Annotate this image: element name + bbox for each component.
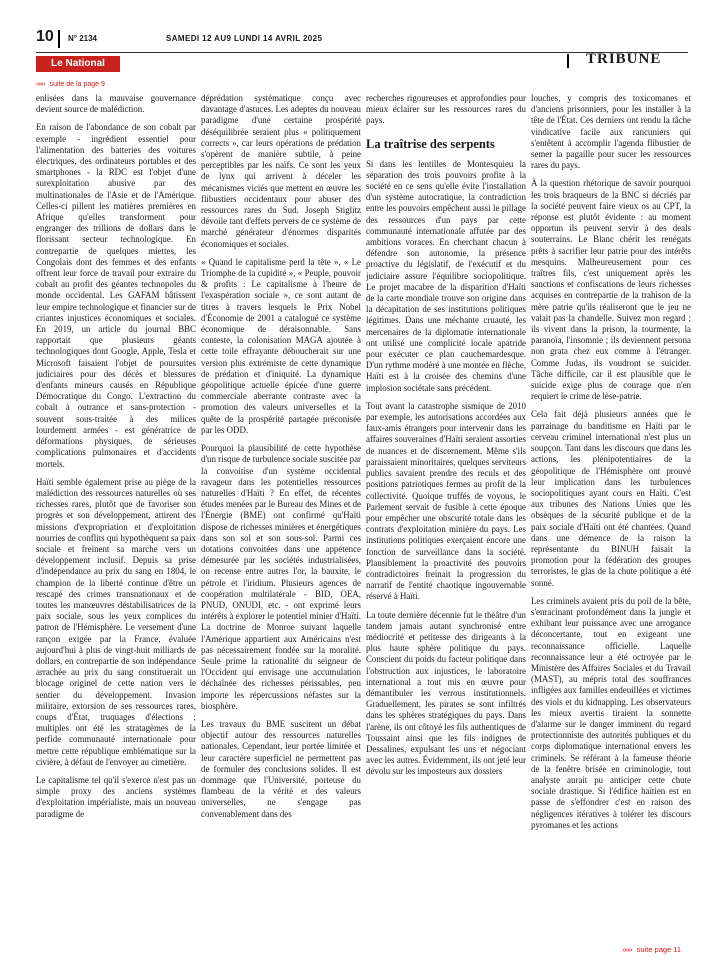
- paragraph: déprédation systématique conçu avec davantage d'astuces. Les adeptes du nouveau paradigme d'une certaine prospérité déséquilibrée seraient plus « politiquement corrects », car leurs opérations de prédation s'opèrent de manière subtile, à peine perceptibles par les naïfs. Ce sont les yeux de lynx qui arrivent à déceler les mécanismes viciés que mettent en œuvre les flibustiers occidentaux pour abuser des ressources rares du Sud. Joseph Stiglitz dévoile tant d'effets pervers de ce système de marché générateur d'énormes disparités économiques et sociales.: [201, 93, 361, 249]
- article-column-4: [531, 93, 691, 943]
- paragraph: Cela fait déjà plusieurs années que le parrainage du banditisme en Haïti par le cerveau criminel international n'est plus un soupçon. Tant dans les discours que dans les actions, les plénipotentiaires de la géopolitique de l'Hémisphère ont prouvé leur implication dans les turbulences sociopolitiques ayant cours en Haïti. C'est aux tribunes des Nations Unies que les obsèques de la sécurité publique et de la paix sociale d'Haïti ont été chantées. Quand dans une démence de la raison la représentante du BINUH faisait la promotion pour la fédération des groupes terroristes, le glas de la chute politique a été sonné.: [531, 409, 691, 588]
- paragraph: En raison de l'abondance de son cobalt par exemple - ingrédient essentiel pour l'alimentation des batteries des voitures électriques, des ordinateurs portables et des smartphones - la RDC est l'objet d'une surexploitation abusive par des multinationales de l'Asie et de l'Amérique. Celles-ci pillent les matières premières en Afrique qu'elles transforment pour engranger des trillions de dollars dans le florissant secteur technologique. En contrepartie de quelques miettes, les Congolais dont des femmes et des enfants offrent leur force de travail pour extraire du cobalt au profit des géantes technopoles du monde occidental. Les GAFAM bâtissent leur empire technologique et financier sur de criantes injustices économiques et sociales. En 2019, un article du journal BBC rapportait que plusieurs géants technologiques dont Google, Apple, Tesla et Microsoft faisaient l'objet de poursuites judiciaires pour des décès et blessures d'enfants mineurs causés en République Démocratique du Congo. L'extraction du cobalt à outrance et sans-protection - souvent sous-traitée à des milices lourdement armées - est génératrice de déformations physiques, de sérieuses complications pulmonaires et d'accidents mortels.: [36, 122, 196, 469]
- page-number: 10: [36, 28, 54, 45]
- masthead-divider: [58, 30, 60, 48]
- subheading: La traîtrise des serpents: [366, 136, 495, 151]
- article-column-1: [36, 93, 196, 943]
- paragraph: « Quand le capitalisme perd la tête », « Le Triomphe de la cupidité », « Peuple, pouvoir & profits : Le capitalisme à l'heure de l'exaspération sociale », ce sont autant de titres à travers lesquels le Prix Nobel d'Économie de 2001 a catalogué ce système économique de déraisonnable. Sans conteste, la colonisation MAGA ajoutée à cette toile effrayante déboucherait sur une version plus extrémiste de cette dynamique de prédation et d'iniquité. La dynamique géopolitique actuelle épicée d'une guerre commerciale aberrante contraste avec la promotion des valeurs universelles et la quête de la prospérité partagée préconisée par les ODD.: [201, 256, 361, 435]
- continued-on-text: suite page 11: [636, 945, 682, 954]
- paragraph: Tout avant la catastrophe sismique de 2010 par exemple, les autorisations accordées aux faux-amis étrangers pour intervenir dans les affaires souveraines d'Haïti seraient assorties de nuances et de discernement. Même s'ils paraissaient minoritaires, quelques serviteurs publics savaient prendre des reculs et des positions patriotiques fermes au profit de la collectivité. Quoique truffés de voyous, le Parlement servait de fusible à cette époque pour empêcher une obscurité totale dans les contrats d'exploitation minière du pays. Les institutions politiques exerçaient encore une fonction de surveillance dans la société. Plausiblement la proactivité des pouvoirs contradictoires freinait la progression du narratif de l'entité chaotique ingouvernable réservé à Haïti.: [366, 400, 526, 602]
- paragraph: Le capitalisme tel qu'il s'exerce n'est pas un simple proxy des anciens systèmes d'exploitation impérialiste, mais un nouveau paradigme de: [36, 774, 196, 819]
- continued-from-arrows-icon: »»»: [36, 81, 45, 88]
- paragraph: À la question rhétorique de savoir pourquoi les trois braqueurs de la BNC si décriés par la société peuvent faire vieux os au CPT, la réponse est plutôt évidente : au moment opportun ils peuvent servir à des deals souterrains. Le Blanc chérit les renégats prêts à sacrifier leur patrie pour des intérêts mesquins. Malheureusement pour ces traîtres fils, c'est uniquement après les sanctions et confiscations de leurs richesses acquises en contrepartie de la trahison de la mère patrie qu'ils réaliseront que le jeu ne valait pas la chandelle. Suivez mon regard ; ils vivent dans la prison, la tourmente, la paranoïa, l'insomnie ; ils deviennent persona non grata chez eux comme à l'étranger. Comme Judas, ils voudront se suicider. Tâche difficile, car il est plausible que le suicide exige plus de courage que n'en requiert le crime de lèse-patrie.: [531, 178, 691, 402]
- continued-on: [622, 945, 681, 954]
- masthead: [36, 30, 686, 52]
- dateline: SAMEDI 12 AU9 LUNDI 14 AVRIL 2025: [166, 34, 323, 43]
- article-column-2: [201, 93, 361, 943]
- paragraph: Les travaux du BME suscitent un débat objectif autour des ressources naturelles nationales. Cependant, leur portée limitée et leur caractère superficiel ne permettent pas de formuler des conclusions solides. Il est dommage que l'Université, porteuse du flambeau de la vérité et des valeurs universelles, ne s'engage pas convenablement dans des: [201, 718, 361, 819]
- paragraph: Haïti semble également prise au piège de la malédiction des ressources naturelles où ses richesses rares, plutôt que de favoriser son progrès et son développement, attirent des missions d'expropriation et d'exploitation nourries de conflits qui hypothèquent sa paix sociale et freinent sa marche vers un développement inclusif. Depuis sa prise d'indépendance au prix du sang en 1804, le champion de la liberté continue d'être un rescapé des crimes transnationaux et de toutes les manœuvres déstabilisatrices de la paix sociale, sous les yeux complices du patron de l'Hémisphère. Le versement d'une rançon exigée par la France, évaluée aujourd'hui à plus de vingt-huit milliards de dollars, en contrepartie de son indépendance arrachée au prix du sang constituerait un blocage originel de cette nation vers le sentier du développement. Invasion militaire, extorsion de ses ressources rares, coups d'État, truquages d'élections ; multiples ont été les stratagèmes de la perfide communauté internationale pour mettre cette république emblématique sur la civière, à défaut de l'envoyer au cimetière.: [36, 476, 196, 767]
- paragraph: recherches rigoureuses et approfondies pour mieux éclairer sur les ressources rares du pays.: [366, 93, 526, 126]
- paragraph: enlisées dans la mauvaise gouvernance devient source de malédiction.: [36, 93, 196, 115]
- continued-from: [36, 81, 105, 88]
- section-label: Le National: [36, 56, 120, 72]
- issue-number: N° 2134: [68, 34, 97, 43]
- continued-on-arrows-icon: »»»: [622, 945, 632, 954]
- paragraph: La toute dernière décennie fut le théâtre d'un tandem jamais autant synchronisé entre médiocrité et petitesse des dirigeants à la plus haute sphère politique du pays. Conscient du poids du facteur politique dans l'obstruction aux injustices, le laboratoire international a tout mis en œuvre pour démantibuler les verrous institutionnels. Graduellement, les pirates se sont infiltrés dans les sphères stratégiques du pays. Dans l'arène, ils ont côtoyé les fils authentiques de Toussaint ainsi que les fils indignes de Dessalines, expulsant les uns et négociant avec les autres. Évidemment, ils ont jeté leur dévolu sur les imposteurs aux dossiers: [366, 609, 526, 777]
- article-column-3: [366, 93, 526, 943]
- paragraph: Pourquoi la plausibilité de cette hypothèse d'un risque de turbulence sociale suscitée par la convoitise d'un système occidental ravageur dans les potentielles ressources naturelles d'Haïti ? En effet, de récentes études menées par le Bureau des Mines et de l'Énergie (BME) ont confirmé qu'Haïti dispose de richesses minières et énergétiques dans son sol et son sous-sol. Parmi ces dotations convoitées dans une appétence démesurée par les sociétés industrialisées, on recense entre autres l'or, la bauxite, le pétrole et l'iridium. Plusieurs agences de coopération multilatérale - BID, OEA, PNUD, ONUDI, etc. - ont exprimé leurs intérêts à explorer le potentiel minier d'Haïti. La doctrine de Monroe suivant laquelle l'Amérique appartient aux Américains n'est pas nécessairement fondée sur la moralité. Seule prime la rationalité du seigneur de l'Occident qui envisage une accumulation déchaînée des richesses périssables, peu importe les répercussions néfastes sur la biosphère.: [201, 443, 361, 711]
- paragraph: Les criminels avaient pris du poil de la bête, s'enracinant profondément dans la jungle et exhibant leur puissance avec une arrogance déconcertante, tout en exigeant une reconnaissance officielle. Laquelle reconnaissance leur a été octroyée par le Ministère des Affaires Sociales et du Travail (MAST), au mépris total des souffrances infligées aux familles endeuillées et victimes des viols et du kidnapping. Les observateurs les mieux avertis tiraient la sonnette d'alarme sur le danger imminent du regard protectionniste des autorités publiques et du corps diplomatique international envers les criminels. Se référant à la fameuse théorie de la fenêtre brisée en criminologie, tout analyste aurait pu anticiper cette chute sociale drastique. Si l'édifice haïtien est en passe de s'effondrer c'est en raison des négligences itératives à tolérer les discours pyromanes et les actions: [531, 595, 691, 830]
- tribune-label: TRIBUNE: [586, 51, 662, 67]
- paragraph: Si dans les lentilles de Montesquieu la séparation des trois pouvoirs profite à la société en ce sens qu'elle évite l'installation d'un système autocratique, la contradiction entre les pouvoirs empêchent aussi le pillage des ressources d'un pays par cette communauté internationale affutée par des ambitions voraces. En cherchant chacun à défendre son autonomie, la présence proactive du législatif, de l'exécutif et du judiciaire assure l'équilibre sociopolitique. Le projet macabre de la disparition d'Haïti de la carte mondiale trouve son origine dans la décapitation de ses institutions politiques légitimes. Dans une méchante cruauté, les mercenaires de la diplomatie internationale ont utilisé une complicité locale apatride pour exécuter ce plan cauchemardesque. D'un rythme modéré à une montée en flèche, Haïti est à la croisée des chemins d'une implosion sociétale sans précédent.: [366, 158, 526, 393]
- paragraph: louches, y compris des toxicomanes et d'anciens prisonniers, pour les installer à la tête de l'État. Ces derniers ont rendu la tâche vindicative facile aux rancuniers qui s'entêtent à accomplir l'agenda flibustier de semer la pagaille pour sucer les ressources rares du pays.: [531, 93, 691, 171]
- continued-from-text: suite de la page 9: [49, 81, 105, 88]
- tribune-divider: [567, 54, 569, 68]
